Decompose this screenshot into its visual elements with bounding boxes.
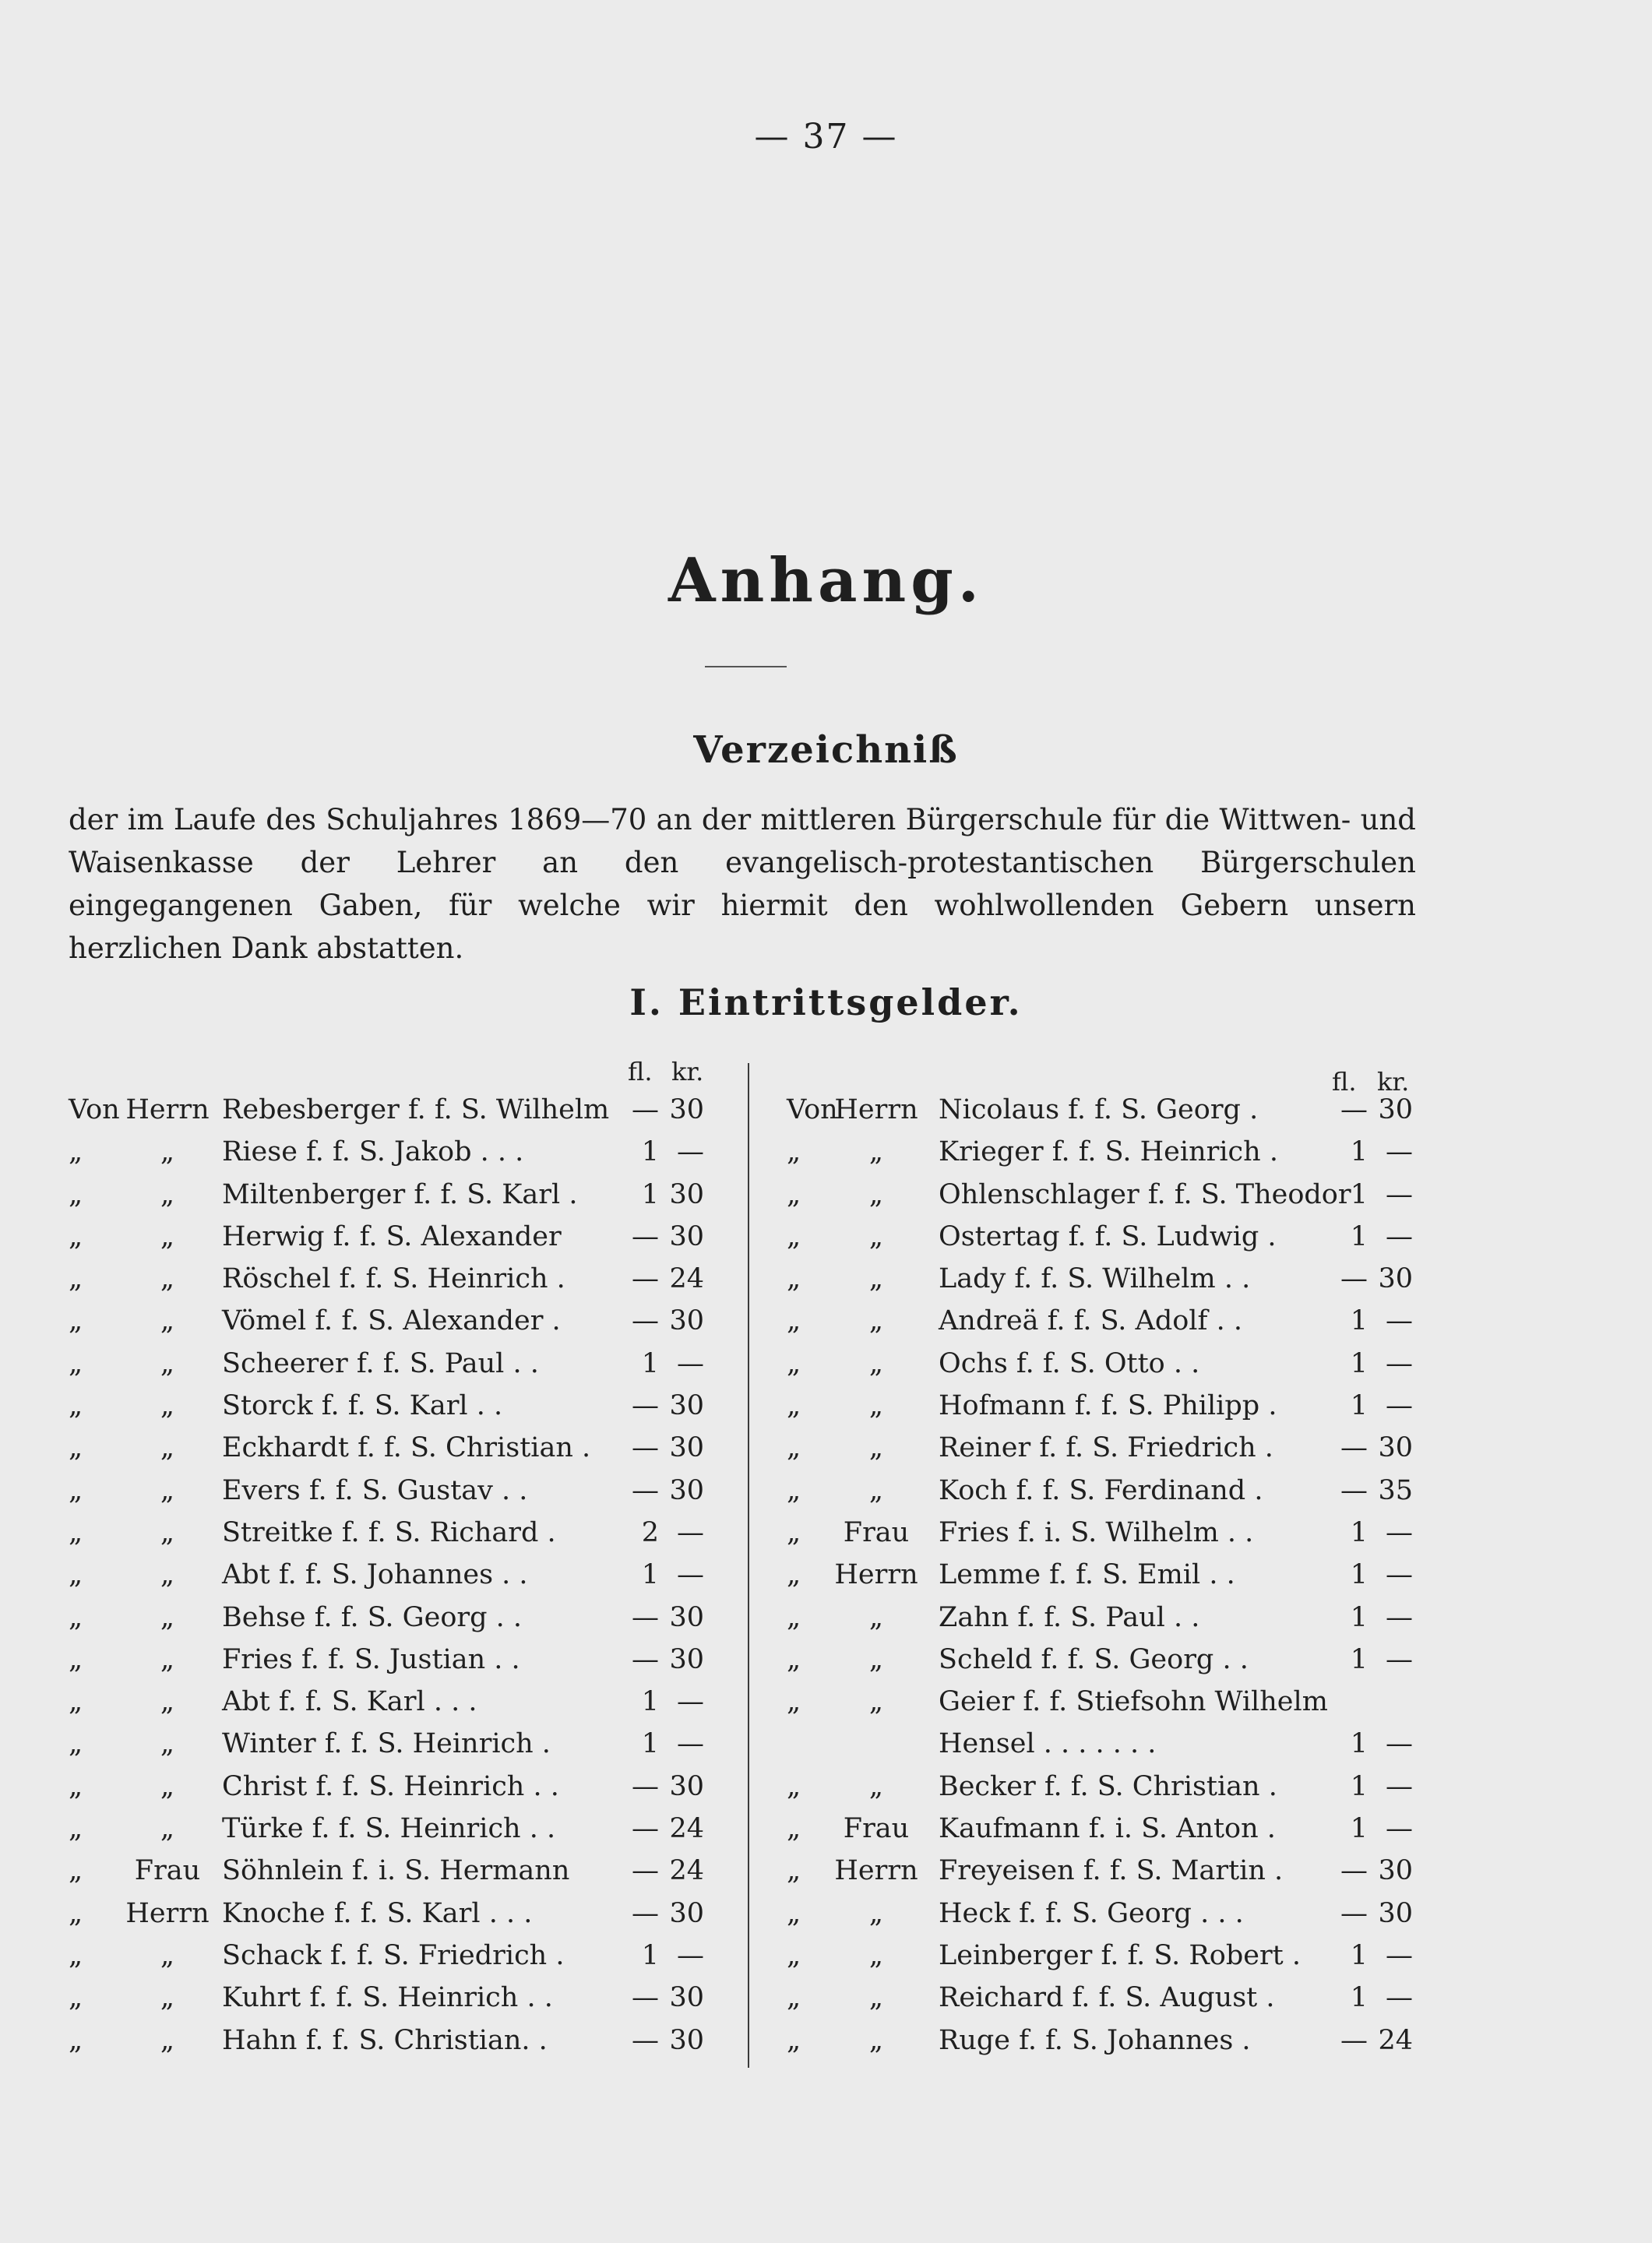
entry-fl: — [632, 1982, 659, 2014]
page-number: — 37 — [754, 117, 898, 157]
list-item [0, 1597, 1652, 1639]
list-item [0, 1343, 1652, 1385]
entry-von: „ [787, 1770, 801, 1802]
entry-kr: 30 [669, 1094, 704, 1125]
entry-kr: — [1386, 1305, 1413, 1337]
entry-fl: 1 [1350, 1813, 1368, 1845]
entry-title: „ [160, 1516, 175, 1548]
entry-name: Freyeisen f. f. S. Martin . [939, 1855, 1284, 1887]
entry-name: Ostertag f. f. S. Ludwig . [939, 1220, 1277, 1252]
entry-kr: — [1386, 1516, 1413, 1548]
entry-kr: — [677, 1347, 704, 1379]
entry-name: Ochs f. f. S. Otto . . [939, 1347, 1200, 1379]
entry-kr: — [1386, 1347, 1413, 1379]
entry-von: „ [787, 1305, 801, 1337]
list-item [0, 1850, 1652, 1892]
list-item [0, 1639, 1652, 1681]
entry-kr: — [1386, 1601, 1413, 1633]
entry-von: „ [787, 2024, 801, 2056]
entry-kr: — [1386, 1770, 1413, 1802]
entry-name: Miltenberger f. f. S. Karl . [222, 1178, 578, 1210]
entry-von: Von [787, 1094, 838, 1125]
entry-von: „ [787, 1516, 801, 1548]
entry-von: „ [69, 1136, 83, 1168]
entry-von: „ [787, 1390, 801, 1422]
entry-fl: 2 [641, 1516, 659, 1548]
entry-von: „ [69, 1601, 83, 1633]
entry-fl: — [1340, 1474, 1368, 1506]
entry-name: Ruge f. f. S. Johannes . [939, 2024, 1251, 2056]
entry-kr: 30 [1378, 1094, 1413, 1125]
entry-name: Geier f. f. Stiefsohn Wilhelm [939, 1686, 1328, 1718]
entry-von: „ [69, 1855, 83, 1887]
entry-fl: — [1340, 1094, 1368, 1125]
entry-kr: 30 [1378, 1432, 1413, 1464]
list-item [0, 1935, 1652, 1977]
entry-kr: — [677, 1686, 704, 1718]
right-header-fl: fl. [1332, 1067, 1357, 1097]
entry-name: Zahn f. f. S. Paul . . [939, 1601, 1200, 1633]
entry-title: „ [160, 1178, 175, 1210]
entry-name: Winter f. f. S. Heinrich . [222, 1728, 551, 1760]
right-header-kr: kr. [1377, 1067, 1410, 1097]
right-donor-list [0, 1089, 1652, 2062]
entry-fl: 1 [641, 1347, 659, 1379]
entry-kr: 35 [1378, 1474, 1413, 1506]
entry-fl: 1 [1350, 1178, 1368, 1210]
entry-title: „ [868, 1686, 884, 1718]
entry-title: Herrn [834, 1094, 918, 1125]
entry-kr: — [677, 1939, 704, 1971]
entry-name: Scheld f. f. S. Georg . . [939, 1643, 1249, 1675]
entry-kr: 30 [669, 1643, 704, 1675]
entry-fl: 1 [1350, 1559, 1368, 1591]
entry-name: Streitke f. f. S. Richard . [222, 1516, 556, 1548]
entry-von: „ [69, 1770, 83, 1802]
entry-von: „ [69, 1178, 83, 1210]
entry-kr: 24 [1378, 2024, 1413, 2056]
entry-title: „ [160, 1432, 175, 1464]
list-item [0, 1766, 1652, 1808]
entry-name: Lady f. f. S. Wilhelm . . [939, 1263, 1251, 1295]
entry-name: Evers f. f. S. Gustav . . [222, 1474, 528, 1506]
entry-name: Reiner f. f. S. Friedrich . [939, 1432, 1273, 1464]
entry-von: „ [787, 1432, 801, 1464]
entry-title: „ [868, 1474, 884, 1506]
entry-title: „ [868, 2024, 884, 2056]
entry-kr: 30 [669, 1305, 704, 1337]
list-item [0, 1216, 1652, 1258]
entry-kr: — [1386, 1813, 1413, 1845]
list-item [0, 1681, 1652, 1723]
entry-fl: — [632, 1601, 659, 1633]
entry-name: Röschel f. f. S. Heinrich . [222, 1263, 565, 1295]
entry-title: Herrn [125, 1897, 210, 1929]
entry-name: Schack f. f. S. Friedrich . [222, 1939, 565, 1971]
entry-kr: — [1386, 1220, 1413, 1252]
entry-name: Lemme f. f. S. Emil . . [939, 1559, 1235, 1591]
entry-name: Hahn f. f. S. Christian. . [222, 2024, 548, 2056]
entry-name: Storck f. f. S. Karl . . [222, 1390, 503, 1422]
entry-kr: — [1386, 1559, 1413, 1591]
entry-fl: 1 [1350, 1643, 1368, 1675]
list-item [0, 2019, 1652, 2062]
entry-title: Frau [843, 1813, 910, 1845]
entry-fl: 1 [1350, 1939, 1368, 1971]
entry-name: Scheerer f. f. S. Paul . . [222, 1347, 539, 1379]
entry-von: „ [787, 1220, 801, 1252]
entry-kr: — [1386, 1643, 1413, 1675]
entry-title: „ [868, 1390, 884, 1422]
entry-title: „ [868, 1347, 884, 1379]
entry-title: „ [160, 1939, 175, 1971]
entry-von: „ [787, 1263, 801, 1295]
entry-von: „ [787, 1686, 801, 1718]
entry-title: „ [868, 1770, 884, 1802]
entry-kr: 30 [669, 1982, 704, 2014]
entry-title: „ [868, 1136, 884, 1168]
entry-title: „ [160, 1474, 175, 1506]
entry-name: Eckhardt f. f. S. Christian . [222, 1432, 591, 1464]
entry-title: „ [868, 1982, 884, 2014]
section-title: I. Eintrittsgelder. [629, 981, 1023, 1023]
entry-name: Knoche f. f. S. Karl . . . [222, 1897, 533, 1929]
entry-fl: — [632, 1094, 659, 1125]
entry-von: „ [69, 1432, 83, 1464]
entry-title: „ [160, 1559, 175, 1591]
entry-fl: — [632, 1474, 659, 1506]
entry-kr: 30 [669, 1390, 704, 1422]
list-item [0, 1977, 1652, 2019]
entry-title: Herrn [834, 1855, 918, 1887]
entry-kr: — [677, 1728, 704, 1760]
entry-fl: 1 [641, 1559, 659, 1591]
list-item [0, 1174, 1652, 1216]
entry-title: „ [868, 1263, 884, 1295]
entry-name: Krieger f. f. S. Heinrich . [939, 1136, 1278, 1168]
entry-kr: 30 [669, 1897, 704, 1929]
entry-title: „ [868, 1643, 884, 1675]
entry-von: „ [69, 1559, 83, 1591]
entry-title: „ [868, 1178, 884, 1210]
entry-kr: 30 [1378, 1855, 1413, 1887]
list-item [0, 1723, 1652, 1765]
entry-kr: — [1386, 1136, 1413, 1168]
entry-kr: — [1386, 1728, 1413, 1760]
entry-title: Herrn [125, 1094, 210, 1125]
list-item [0, 1131, 1652, 1173]
entry-title: „ [160, 2024, 175, 2056]
entry-kr: — [677, 1516, 704, 1548]
entry-name: Christ f. f. S. Heinrich . . [222, 1770, 559, 1802]
entry-von: „ [69, 1686, 83, 1718]
entry-von: Von [69, 1094, 120, 1125]
list-item [0, 1470, 1652, 1512]
entry-fl: 1 [1350, 1516, 1368, 1548]
list-item [0, 1258, 1652, 1300]
entry-von: „ [69, 1897, 83, 1929]
entry-title: „ [160, 1263, 175, 1295]
entry-title: „ [868, 1305, 884, 1337]
entry-name: Riese f. f. S. Jakob . . . [222, 1136, 524, 1168]
entry-title: „ [868, 1432, 884, 1464]
entry-title: „ [160, 1347, 175, 1379]
entry-von: „ [69, 1982, 83, 2014]
entry-von: „ [69, 1474, 83, 1506]
entry-fl: 1 [641, 1686, 659, 1718]
list-item [0, 1385, 1652, 1427]
entry-fl: — [632, 1855, 659, 1887]
entry-title: „ [160, 1305, 175, 1337]
list-item [0, 1300, 1652, 1342]
entry-fl: 1 [1350, 1390, 1368, 1422]
entry-kr: 30 [1378, 1897, 1413, 1929]
entry-name: Fries f. i. S. Wilhelm . . [939, 1516, 1254, 1548]
entry-von: „ [69, 1813, 83, 1845]
entry-kr: 30 [669, 2024, 704, 2056]
entry-name: Hofmann f. f. S. Philipp . [939, 1390, 1277, 1422]
entry-fl: 1 [1350, 1770, 1368, 1802]
entry-fl: — [632, 1263, 659, 1295]
entry-kr: 30 [669, 1432, 704, 1464]
entry-fl: 1 [1350, 1136, 1368, 1168]
entry-fl: 1 [641, 1728, 659, 1760]
entry-name: Abt f. f. S. Karl . . . [222, 1686, 477, 1718]
entry-von: „ [787, 1643, 801, 1675]
entry-von: „ [787, 1939, 801, 1971]
entry-fl: — [1340, 2024, 1368, 2056]
entry-name: Becker f. f. S. Christian . [939, 1770, 1277, 1802]
entry-title: „ [160, 1220, 175, 1252]
entry-von: „ [787, 1474, 801, 1506]
entry-name: Ohlenschlager f. f. S. Theodor [939, 1178, 1351, 1210]
entry-fl: — [632, 1390, 659, 1422]
entry-name: Kaufmann f. i. S. Anton . [939, 1813, 1276, 1845]
page-title: Anhang. [668, 545, 984, 616]
entry-kr: 30 [1378, 1263, 1413, 1295]
entry-title: „ [160, 1686, 175, 1718]
entry-title: „ [160, 1728, 175, 1760]
entry-name: Vömel f. f. S. Alexander . [222, 1305, 561, 1337]
entry-name: Andreä f. f. S. Adolf . . [939, 1305, 1242, 1337]
entry-name: Reichard f. f. S. August . [939, 1982, 1275, 2014]
entry-fl: 1 [641, 1136, 659, 1168]
entry-name: Behse f. f. S. Georg . . [222, 1601, 523, 1633]
entry-fl: — [1340, 1263, 1368, 1295]
entry-von: „ [787, 1559, 801, 1591]
entry-von: „ [787, 1813, 801, 1845]
entry-title: „ [868, 1220, 884, 1252]
entry-fl: 1 [1350, 1982, 1368, 2014]
entry-kr: — [1386, 1982, 1413, 2014]
entry-title: „ [160, 1136, 175, 1168]
entry-title: „ [160, 1643, 175, 1675]
entry-von: „ [69, 1728, 83, 1760]
entry-kr: — [1386, 1390, 1413, 1422]
entry-fl: — [632, 1643, 659, 1675]
entry-fl: 1 [1350, 1305, 1368, 1337]
list-item [0, 1089, 1652, 1131]
entry-kr: — [1386, 1178, 1413, 1210]
entry-von: „ [787, 1601, 801, 1633]
list-item [0, 1512, 1652, 1554]
entry-kr: 30 [669, 1601, 704, 1633]
entry-name: Türke f. f. S. Heinrich . . [222, 1813, 556, 1845]
entry-title: „ [868, 1939, 884, 1971]
entry-title: Frau [134, 1855, 201, 1887]
list-item [0, 1554, 1652, 1596]
entry-fl: 1 [641, 1939, 659, 1971]
entry-von: „ [69, 1347, 83, 1379]
entry-name: Fries f. f. S. Justian . . [222, 1643, 520, 1675]
intro-paragraph: der im Laufe des Schuljahres 1869—70 an der mittleren Bürgerschule für die Wittwen- und Waisenkasse der Lehrer an den evangelisch-protestantischen Bürgerschulen eingegangenen Gaben, für welche wir hiermit den wohlwollenden Gebern unsern herzlichen Dank abstatten. [69, 803, 1416, 965]
entry-name: Herwig f. f. S. Alexander [222, 1220, 562, 1252]
entry-title: „ [160, 1601, 175, 1633]
entry-title: Herrn [834, 1559, 918, 1591]
entry-title: „ [160, 1390, 175, 1422]
entry-name: Abt f. f. S. Johannes . . [222, 1559, 528, 1591]
entry-von: „ [69, 1220, 83, 1252]
entry-title: „ [160, 1982, 175, 2014]
entry-kr: 24 [669, 1855, 704, 1887]
entry-von: „ [69, 1516, 83, 1548]
entry-kr: — [1386, 1939, 1413, 1971]
entry-fl: — [632, 1897, 659, 1929]
entry-fl: — [1340, 1897, 1368, 1929]
left-header-kr: kr. [671, 1057, 704, 1086]
entry-name: Rebesberger f. f. S. Wilhelm [222, 1094, 610, 1125]
entry-kr: 30 [669, 1770, 704, 1802]
entry-kr: 24 [669, 1263, 704, 1295]
entry-von: „ [787, 1178, 801, 1210]
entry-title: „ [160, 1770, 175, 1802]
entry-name: Leinberger f. f. S. Robert . [939, 1939, 1301, 1971]
entry-name: Kuhrt f. f. S. Heinrich . . [222, 1982, 553, 2014]
entry-fl: — [632, 1305, 659, 1337]
entry-von: „ [69, 2024, 83, 2056]
entry-fl: — [1340, 1432, 1368, 1464]
left-header-fl: fl. [628, 1057, 653, 1086]
entry-von: „ [69, 1263, 83, 1295]
entry-name: Heck f. f. S. Georg . . . [939, 1897, 1244, 1929]
entry-name: Nicolaus f. f. S. Georg . [939, 1094, 1259, 1125]
entry-name: Koch f. f. S. Ferdinand . [939, 1474, 1263, 1506]
entry-von: „ [787, 1897, 801, 1929]
entry-fl: 1 [1350, 1601, 1368, 1633]
entry-fl: 1 [1350, 1347, 1368, 1379]
entry-fl: 1 [1350, 1220, 1368, 1252]
list-item [0, 1427, 1652, 1469]
entry-fl: 1 [1350, 1728, 1368, 1760]
entry-von: „ [69, 1643, 83, 1675]
entry-kr: 30 [669, 1474, 704, 1506]
entry-kr: 30 [669, 1178, 704, 1210]
entry-fl: — [632, 1220, 659, 1252]
entry-von: „ [69, 1305, 83, 1337]
entry-kr: 24 [669, 1813, 704, 1845]
subheading: Verzeichniß [693, 728, 959, 772]
entry-von: „ [787, 1855, 801, 1887]
entry-title: Frau [843, 1516, 910, 1548]
entry-von: „ [787, 1347, 801, 1379]
entry-fl: — [632, 1432, 659, 1464]
entry-fl: — [632, 1770, 659, 1802]
entry-title: „ [868, 1897, 884, 1929]
entry-name: Hensel . . . . . . . [939, 1728, 1157, 1760]
entry-von: „ [787, 1136, 801, 1168]
entry-fl: 1 [641, 1178, 659, 1210]
entry-von: „ [69, 1390, 83, 1422]
entry-von: „ [787, 1982, 801, 2014]
entry-name: Söhnlein f. i. S. Hermann [222, 1855, 570, 1887]
entry-kr: — [677, 1136, 704, 1168]
entry-kr: — [677, 1559, 704, 1591]
title-divider [705, 666, 787, 667]
list-item [0, 1808, 1652, 1850]
entry-kr: 30 [669, 1220, 704, 1252]
list-item [0, 1893, 1652, 1935]
entry-fl: — [632, 1813, 659, 1845]
entry-fl: — [1340, 1855, 1368, 1887]
entry-fl: — [632, 2024, 659, 2056]
entry-von: „ [69, 1939, 83, 1971]
entry-title: „ [868, 1601, 884, 1633]
entry-title: „ [160, 1813, 175, 1845]
